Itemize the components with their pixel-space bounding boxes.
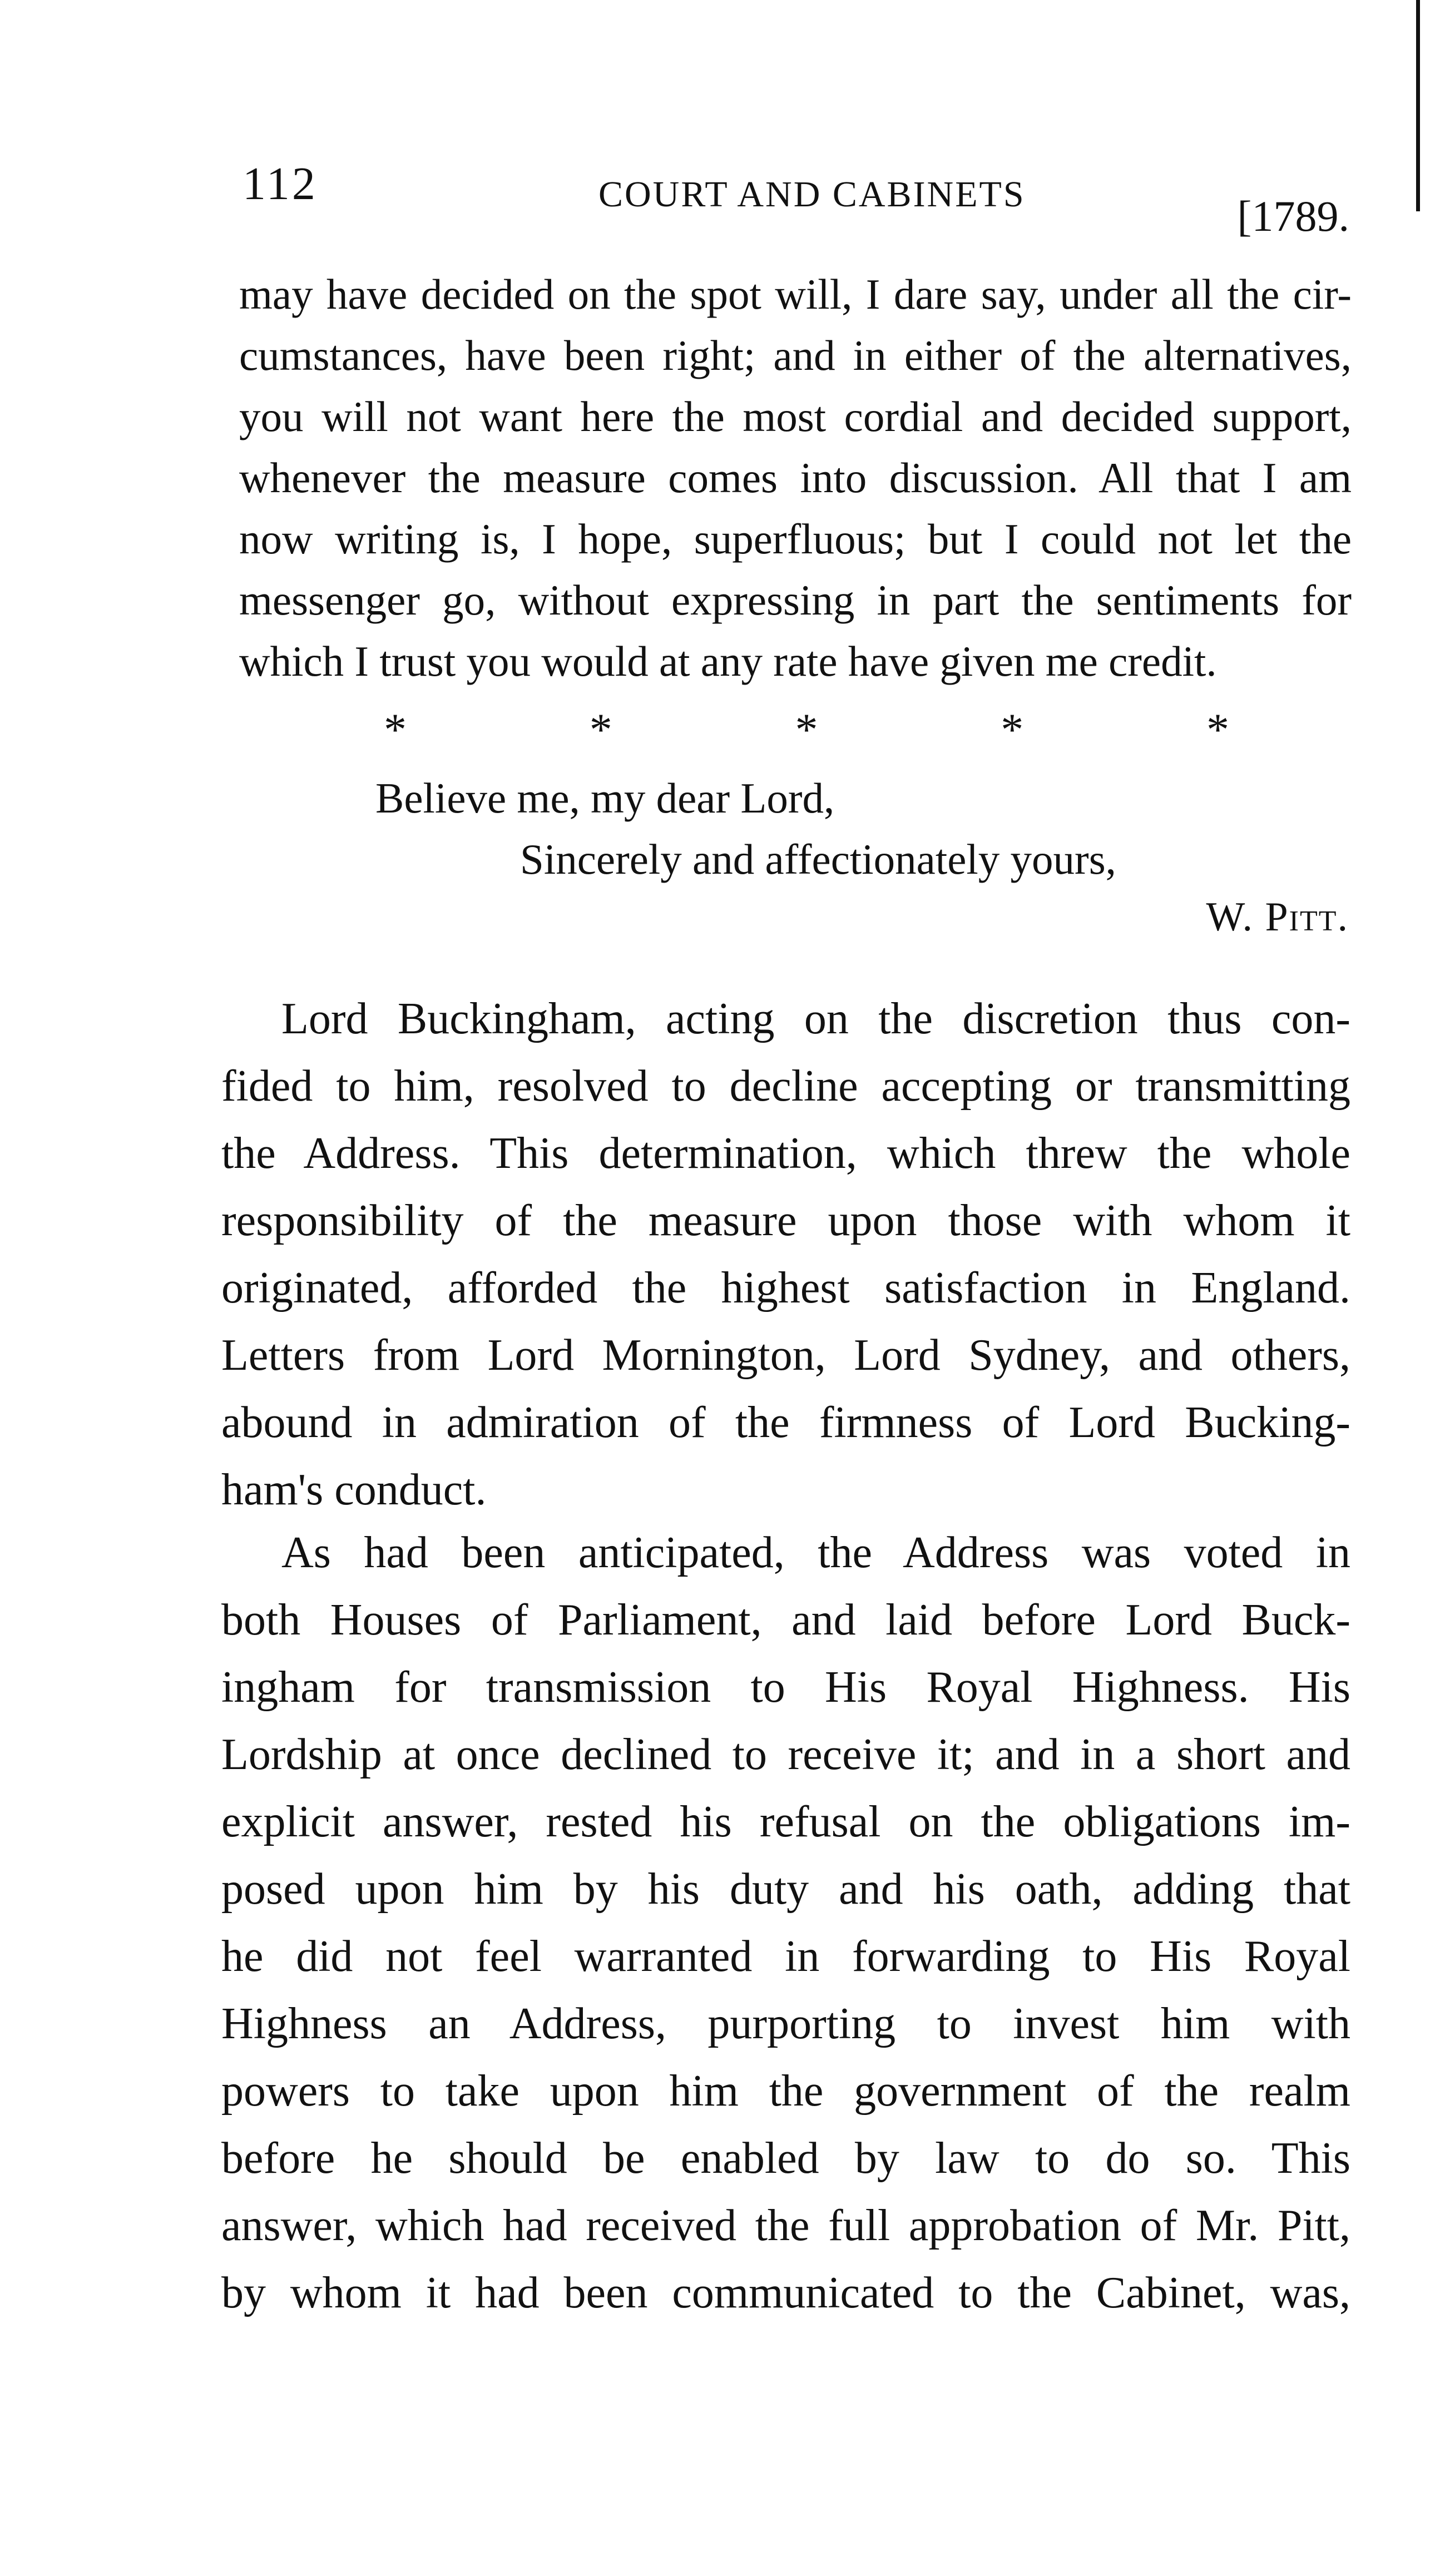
asterisk: * xyxy=(589,704,612,755)
letter-line: may have decided on the spot will, I dare say, under all the cir- xyxy=(239,270,1352,318)
paragraph-line: both Houses of Parliament, and laid before Lord Buck- xyxy=(221,1596,1350,1644)
paragraph-line: Letters from Lord Mornington, Lord Sydney, and others, xyxy=(221,1331,1350,1380)
running-title: COURT AND CABINETS xyxy=(598,174,1026,215)
asterisk: * xyxy=(795,704,818,755)
letter-closing-salutation: Believe me, my dear Lord, xyxy=(375,774,835,822)
paragraph-line: explicit answer, rested his refusal on the obligations im- xyxy=(221,1797,1350,1846)
letter-line: which I trust you would at any rate have given me credit. xyxy=(239,637,1217,685)
header-year: [1789. xyxy=(1237,192,1349,240)
paragraph-line: by whom it had been communicated to the Cabinet, was, xyxy=(221,2268,1350,2317)
paragraph-line: Highness an Address, purporting to invest him with xyxy=(221,1999,1350,2048)
paragraph-line: abound in admiration of the firmness of Lord Bucking- xyxy=(221,1398,1350,1447)
paragraph-line: Lord Buckingham, acting on the discretion thus con- xyxy=(281,994,1350,1043)
letter-line: now writing is, I hope, superfluous; but I could not let the xyxy=(239,515,1352,563)
paragraph-line: posed upon him by his duty and his oath, adding that xyxy=(221,1865,1350,1914)
letter-line: messenger go, without expressing in part the sentiments for xyxy=(239,576,1352,624)
asterisk: * xyxy=(384,704,407,755)
asterisk: * xyxy=(1206,704,1229,755)
paragraph-line: he did not feel warranted in forwarding to His Royal xyxy=(221,1932,1350,1981)
paragraph-line: before he should be enabled by law to do so. This xyxy=(221,2134,1350,2183)
letter-excerpt xyxy=(239,264,1352,692)
paragraph-line: ingham for transmission to His Royal Highness. His xyxy=(221,1663,1350,1712)
asterisk: * xyxy=(1001,704,1024,755)
body-paragraph-1 xyxy=(221,985,1350,1524)
paragraph-line: answer, which had received the full approbation of Mr. Pitt, xyxy=(221,2201,1350,2250)
page-number: 112 xyxy=(243,158,318,210)
letter-signature: W. Pitt. xyxy=(1206,894,1349,940)
paragraph-line: ham's conduct. xyxy=(221,1465,487,1514)
paragraph-line: responsibility of the measure upon those with whom it xyxy=(221,1196,1350,1245)
paragraph-line: As had been anticipated, the Address was voted in xyxy=(281,1528,1350,1577)
paragraph-line: the Address. This determination, which threw the whole xyxy=(221,1129,1350,1178)
running-header xyxy=(243,146,1349,240)
body-paragraph-2 xyxy=(221,1519,1350,2327)
letter-line: cumstances, have been right; and in either of the alternatives, xyxy=(239,331,1352,379)
paragraph-line: powers to take upon him the government of the realm xyxy=(221,2067,1350,2116)
letter-line: you will not want here the most cordial and decided support, xyxy=(239,393,1352,440)
letter-closing-valediction: Sincerely and affectionately yours, xyxy=(520,835,1116,883)
paragraph-line: originated, afforded the highest satisfaction in England. xyxy=(221,1264,1350,1312)
paragraph-line: fided to him, resolved to decline accepting or transmitting xyxy=(221,1062,1350,1111)
page-edge-mark xyxy=(1416,0,1420,211)
letter-line: whenever the measure comes into discussion. All that I am xyxy=(239,454,1352,502)
paragraph-line: Lordship at once declined to receive it; and in a short and xyxy=(221,1730,1350,1779)
asterisk-ellipsis xyxy=(384,702,1229,757)
